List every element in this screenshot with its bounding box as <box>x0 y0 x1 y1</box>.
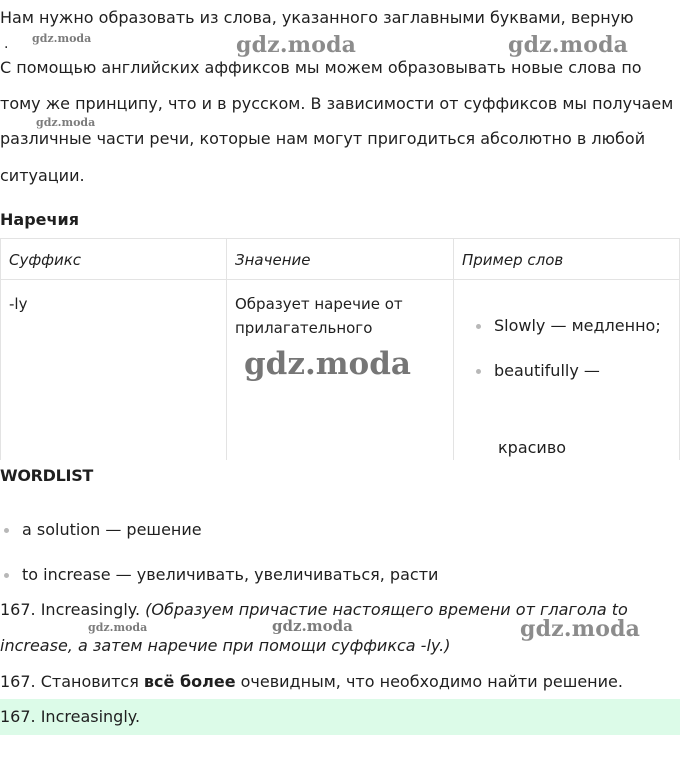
intro-line-2: С помощью английских аффиксов мы можем образовывать новые слова по <box>0 58 642 77</box>
table-header-suffix: Суффикс <box>0 238 227 280</box>
watermark-small: gdz.moda <box>272 617 353 635</box>
meaning-line-2: прилагательного <box>235 319 373 337</box>
watermark-small: gdz.moda <box>36 116 96 129</box>
sentence-suffix: очевидным, что необходимо найти решение. <box>240 672 623 691</box>
list-item: to increase — увеличивать, увеличиваться, расти <box>0 560 438 590</box>
intro-dot: . <box>4 36 9 52</box>
suffix-table <box>0 238 680 460</box>
watermark: gdz.moda <box>520 616 641 642</box>
table-cell-examples <box>453 279 680 460</box>
meaning-line-1: Образует наречие от <box>235 295 403 313</box>
wordlist-list <box>14 515 438 590</box>
watermark-small: gdz.moda <box>32 32 92 45</box>
table-header-meaning: Значение <box>226 238 454 280</box>
watermark: gdz.moda <box>244 346 411 382</box>
answer-box <box>0 699 680 735</box>
watermark: gdz.moda <box>236 32 357 58</box>
intro-line-5: ситуации. <box>0 166 85 185</box>
intro-line-1: Нам нужно образовать из слова, указанного заглавными буквами, верную <box>0 8 634 27</box>
answer-prefix: 167. Increasingly. <box>0 600 141 619</box>
table-header-examples: Пример слов <box>453 238 680 280</box>
table-cell-suffix <box>0 279 227 460</box>
section-heading-adverbs: Наречия <box>0 210 79 229</box>
sentence-bold: всё более <box>143 672 236 691</box>
list-item: Slowly — медленно; <box>472 308 661 344</box>
list-item: a solution — решение <box>0 515 438 545</box>
watermark-small: gdz.moda <box>88 621 148 634</box>
section-heading-wordlist: WORDLIST <box>0 466 94 485</box>
intro-line-3: тому же принципу, что и в русском. В зависимости от суффиксов мы получаем <box>0 94 674 113</box>
watermark: gdz.moda <box>508 32 629 58</box>
explanation-line-2: increase, а затем наречие при помощи суффикса -ly.) <box>0 636 451 655</box>
sentence-prefix: 167. Становится <box>0 672 139 691</box>
list-item: beautifully — <box>472 353 661 389</box>
example-continuation: красиво <box>498 438 567 457</box>
suffix-value: -ly <box>9 295 28 313</box>
explanation-italic-1: (Образуем причастие настоящего времени от глагола to <box>145 600 628 619</box>
answer-text: 167. Increasingly. <box>0 707 141 726</box>
examples-list <box>472 308 661 389</box>
intro-line-4: различные части речи, которые нам могут пригодиться абсолютно в любой <box>0 129 646 148</box>
sentence-line <box>0 671 623 693</box>
